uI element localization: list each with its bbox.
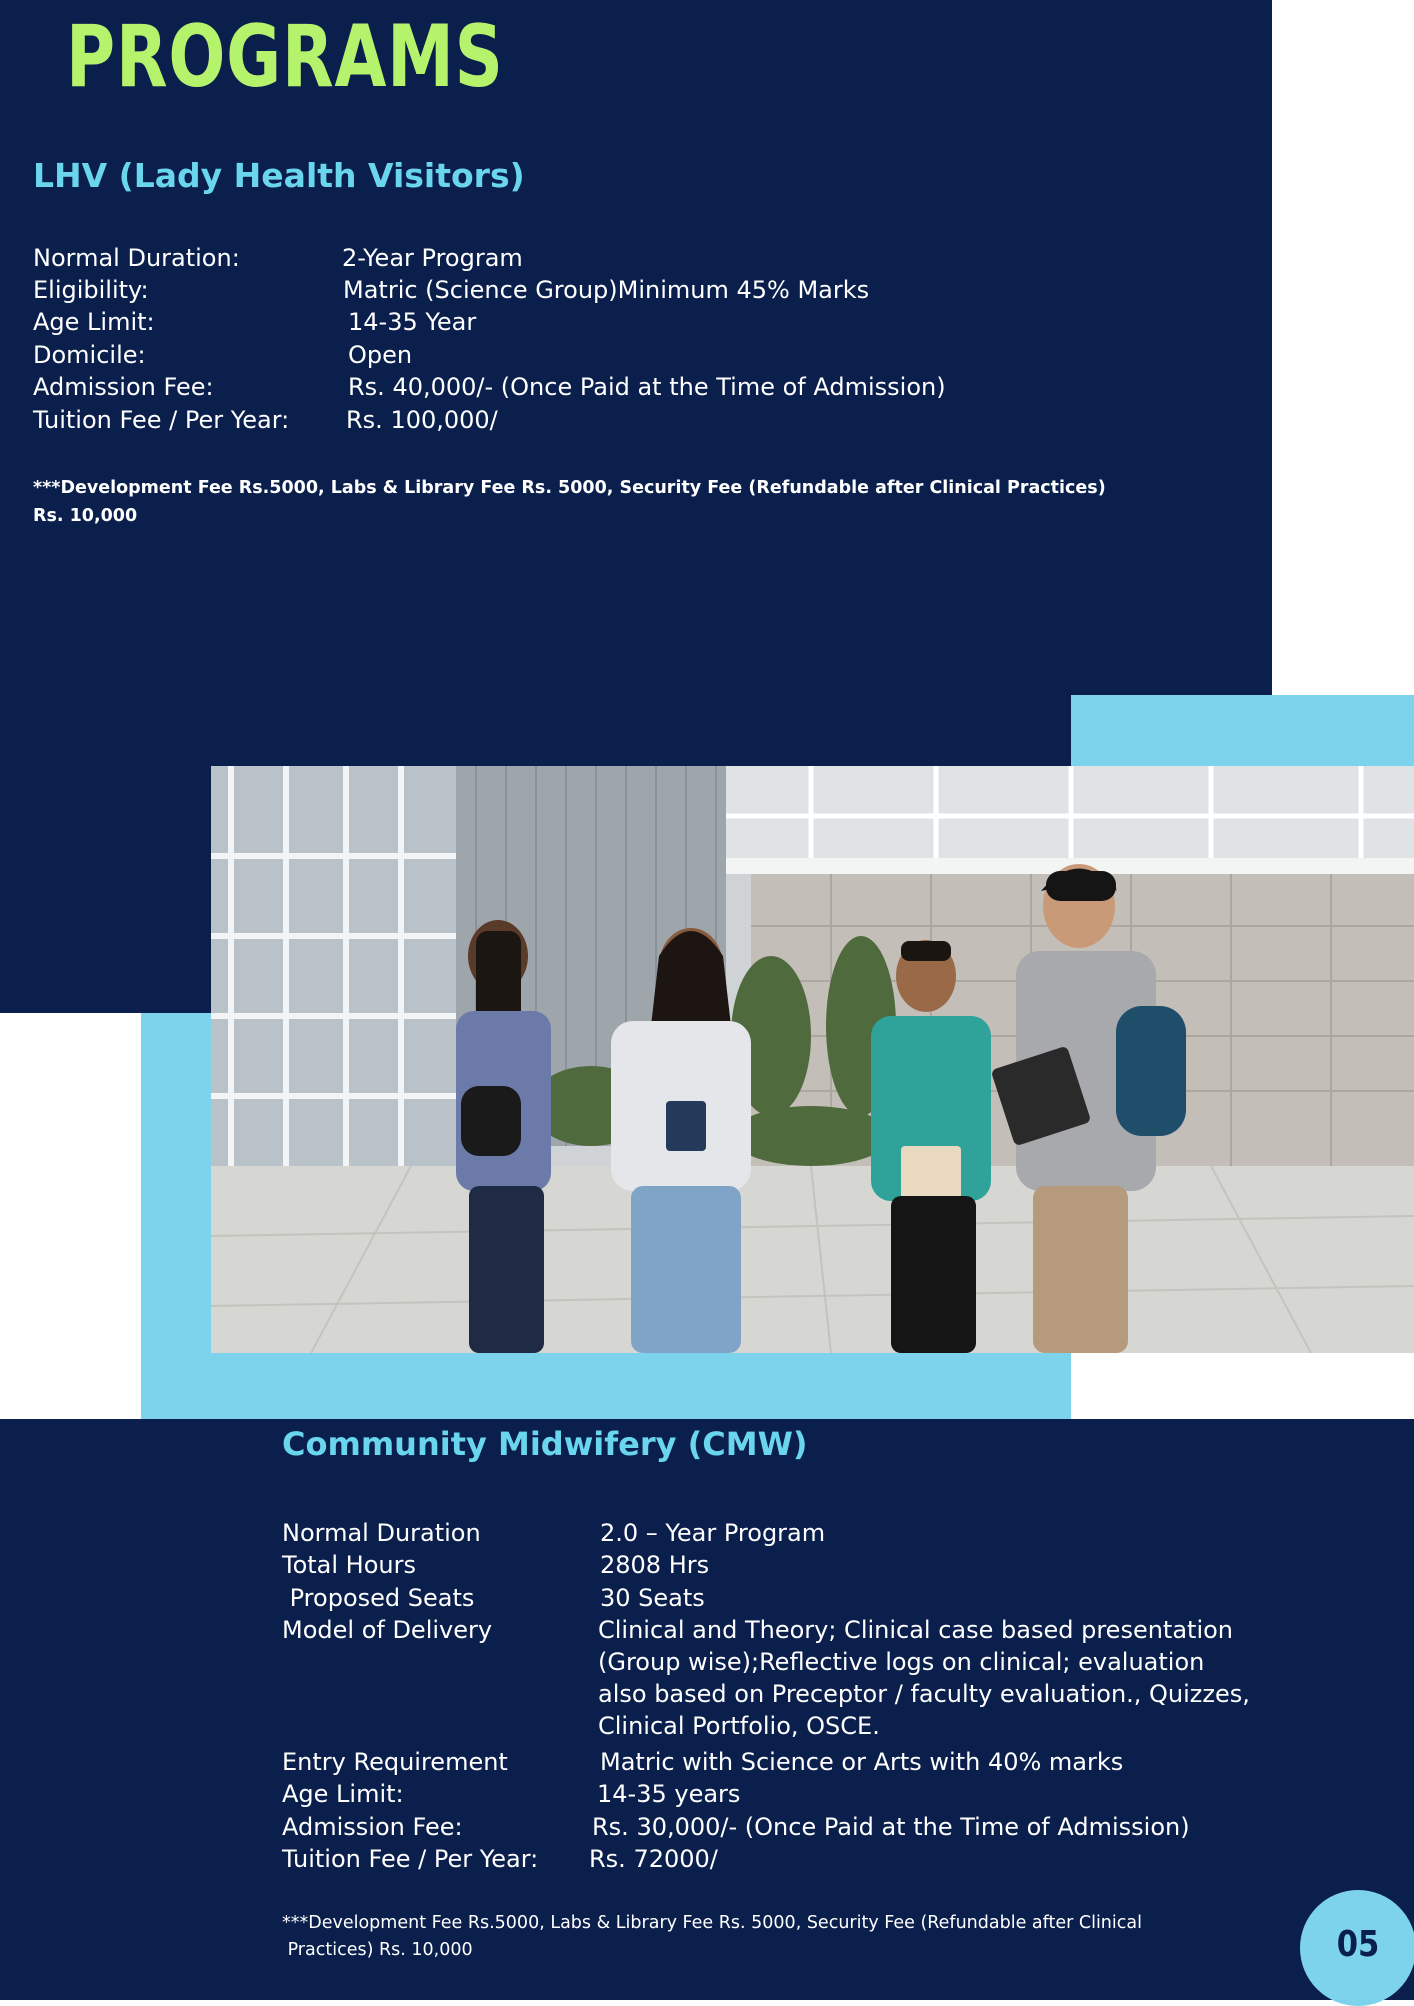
lhv-label: Admission Fee: bbox=[33, 373, 214, 401]
page-number-badge bbox=[1300, 1890, 1414, 2006]
cmw-label: Model of Delivery bbox=[282, 1616, 493, 1644]
cmw-fee-note-line: Practices) Rs. 10,000 bbox=[282, 1940, 473, 1960]
cmw-label: Entry Requirement bbox=[282, 1748, 508, 1776]
cmw-label: Total Hours bbox=[282, 1551, 416, 1579]
lhv-label: Eligibility: bbox=[33, 276, 149, 304]
lhv-value: 14-35 Year bbox=[348, 308, 477, 336]
lhv-label: Tuition Fee / Per Year: bbox=[33, 406, 290, 434]
cmw-fee-note-line: ***Development Fee Rs.5000, Labs & Library Fee Rs. 5000, Security Fee (Refundable after Clinical bbox=[282, 1913, 1142, 1933]
cmw-value: Rs. 30,000/- (Once Paid at the Time of Admission) bbox=[592, 1813, 1190, 1841]
lhv-label: Domicile: bbox=[33, 341, 146, 369]
cyan-accent-top-right bbox=[1071, 695, 1414, 767]
lhv-fee-note-line: ***Development Fee Rs.5000, Labs & Library Fee Rs. 5000, Security Fee (Refundable after Clinical Practices) bbox=[33, 478, 1106, 498]
cmw-value-line: Clinical Portfolio, OSCE. bbox=[598, 1712, 880, 1740]
lhv-label: Age Limit: bbox=[33, 308, 155, 336]
cmw-value-line: (Group wise);Reflective logs on clinical; evaluation bbox=[598, 1648, 1205, 1676]
lhv-value: Matric (Science Group)Minimum 45% Marks bbox=[343, 276, 870, 304]
cmw-label: Admission Fee: bbox=[282, 1813, 463, 1841]
lhv-value: Rs. 100,000/ bbox=[346, 406, 498, 434]
cmw-value: 14-35 years bbox=[597, 1780, 741, 1808]
cmw-value: Rs. 72000/ bbox=[589, 1845, 718, 1873]
students-photo bbox=[211, 766, 1414, 1353]
page-title: PROGRAMS bbox=[66, 7, 504, 107]
cmw-value: 2808 Hrs bbox=[600, 1551, 710, 1579]
lhv-fee-note-line: Rs. 10,000 bbox=[33, 506, 138, 526]
lhv-section-title: LHV (Lady Health Visitors) bbox=[33, 156, 525, 195]
lhv-value: Rs. 40,000/- (Once Paid at the Time of Admission) bbox=[348, 373, 946, 401]
cmw-label: Proposed Seats bbox=[282, 1584, 475, 1612]
cmw-label: Age Limit: bbox=[282, 1780, 404, 1808]
lhv-fee-note bbox=[33, 474, 1106, 530]
students-illustration bbox=[211, 766, 1414, 1353]
lhv-label: Normal Duration: bbox=[33, 244, 240, 272]
page-number: 05 bbox=[1336, 1923, 1380, 1965]
lhv-value: Open bbox=[348, 341, 413, 369]
cmw-label: Normal Duration bbox=[282, 1519, 481, 1547]
cmw-value-line: Clinical and Theory; Clinical case based presentation bbox=[598, 1616, 1234, 1644]
cmw-value: Matric with Science or Arts with 40% marks bbox=[600, 1748, 1124, 1776]
cmw-section-title: Community Midwifery (CMW) bbox=[282, 1425, 808, 1463]
cmw-fee-note bbox=[282, 1910, 1142, 1964]
cmw-value: 2.0 – Year Program bbox=[600, 1519, 826, 1547]
lhv-value: 2-Year Program bbox=[342, 244, 523, 272]
cmw-value-line: also based on Preceptor / faculty evaluation., Quizzes, bbox=[598, 1680, 1250, 1708]
cmw-value: 30 Seats bbox=[600, 1584, 705, 1612]
cmw-label: Tuition Fee / Per Year: bbox=[282, 1845, 539, 1873]
cmw-value-multiline bbox=[598, 1614, 1250, 1742]
